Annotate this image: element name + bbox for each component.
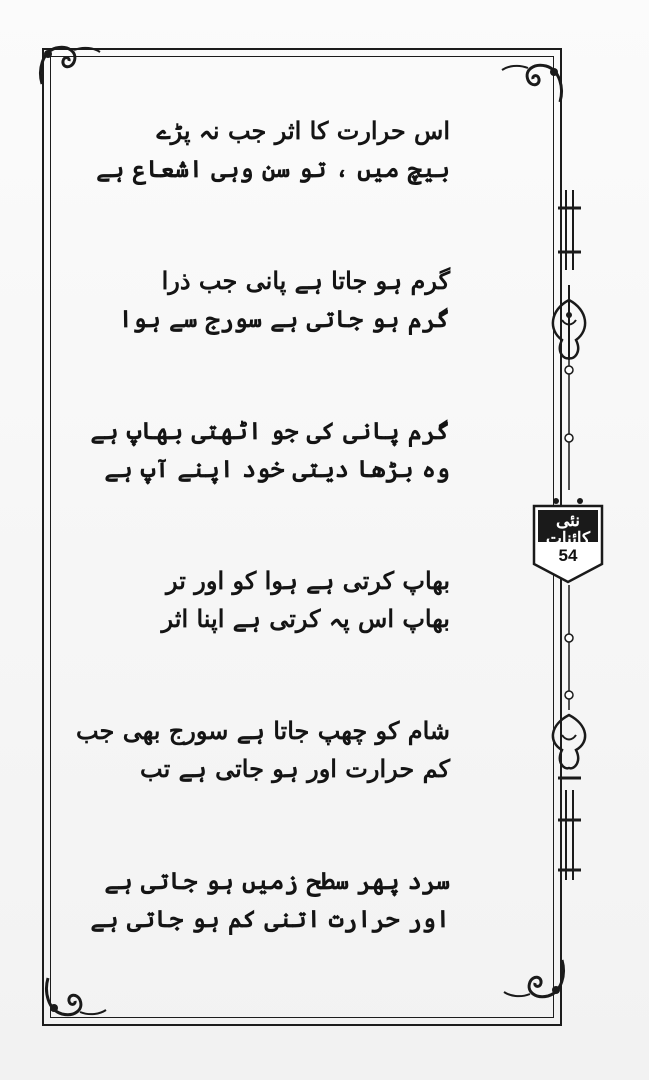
corner-flourish-top-right-icon: [498, 58, 568, 108]
stanza-5: [75, 712, 450, 788]
verse-line: بیچ میں ، تو سن وہی اشعاع ہے: [96, 154, 450, 183]
verse-line: گرم پانی کی جو اٹھتی بھاپ ہے: [90, 416, 450, 445]
verse-line: بھاپ کرتی ہے ہوا کو اور تر: [166, 566, 450, 595]
stanza-4: [150, 562, 450, 638]
verse-line: اور حرارت اتنی کم ہو جاتی ہے: [90, 904, 450, 933]
verse-line: شام کو چھپ جاتا ہے سورج بھی جب: [75, 716, 450, 745]
verse-line: سرد پھر سطح زمیں ہو جاتی ہے: [104, 866, 450, 895]
poem-body: [75, 112, 450, 1012]
stanza-3: [90, 412, 450, 488]
verse-line: وہ بڑھا دیتی خود اپنے آپ ہے: [104, 454, 450, 483]
stanza-1: [96, 112, 450, 188]
stanza-2: [118, 262, 450, 338]
stanza-6: [90, 862, 450, 938]
corner-flourish-top-left-icon: [34, 40, 104, 90]
verse-line: بھاپ اس پہ کرتی ہے اپنا اثر: [161, 604, 450, 633]
verse-line: گرم ہو جاتی ہے سورج سے ہوا: [118, 304, 450, 333]
page-number-badge: [528, 492, 608, 584]
book-logo-text: نئی کائنات: [545, 511, 591, 549]
page-number: 54: [558, 546, 578, 565]
verse-line: کم حرارت اور ہو جاتی ہے تب: [140, 754, 450, 783]
corner-flourish-bottom-right-icon: [500, 954, 570, 1004]
verse-line: گرم ہو جاتا ہے پانی جب ذرا: [161, 266, 450, 295]
verse-line: اس حرارت کا اثر جب نہ پڑے: [156, 116, 450, 145]
corner-flourish-bottom-left-icon: [40, 972, 110, 1022]
